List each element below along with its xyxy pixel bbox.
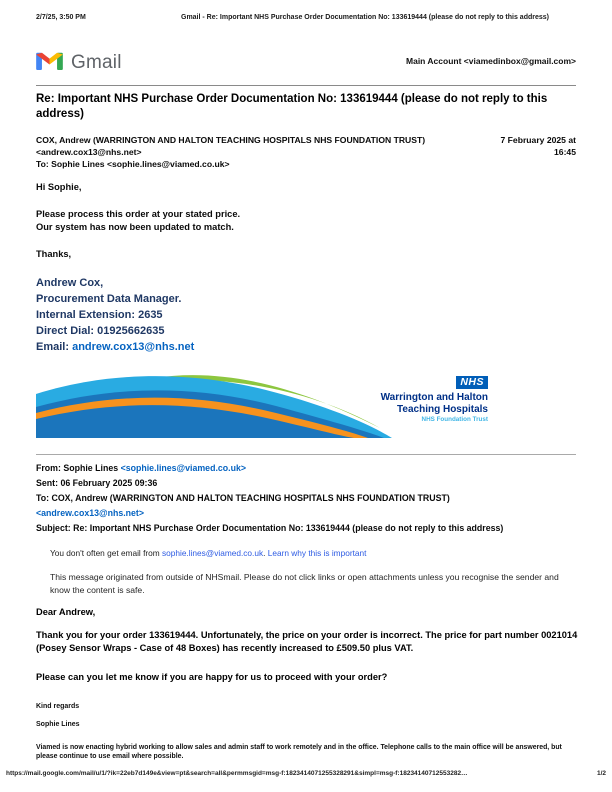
nhs-org-name bbox=[368, 392, 488, 415]
banner-email-link[interactable]: sophie.lines@viamed.co.uk bbox=[161, 548, 264, 558]
to-label: To: bbox=[36, 493, 52, 503]
body-line: Please process this order at your stated price. bbox=[36, 209, 241, 219]
signature-role: Procurement Data Manager. bbox=[36, 293, 182, 305]
email-label: Email: bbox=[36, 341, 73, 353]
quoted-signer: Sophie Lines bbox=[36, 721, 80, 728]
quoted-sent-line bbox=[36, 476, 576, 491]
quoted-from-line bbox=[36, 461, 576, 476]
body-line: Our system has now been updated to match. bbox=[36, 222, 234, 232]
sender-info bbox=[36, 134, 482, 170]
signature-name: Andrew Cox, bbox=[36, 277, 104, 289]
dial-value: 01925662635 bbox=[97, 325, 165, 337]
to-email-link[interactable]: <andrew.cox13@nhs.net> bbox=[36, 508, 144, 518]
message-date-line2: 16:45 bbox=[554, 147, 576, 157]
masthead-divider bbox=[36, 85, 576, 86]
extension-value: 2635 bbox=[138, 309, 163, 321]
signature-email bbox=[36, 341, 194, 353]
external-sender-warning: This message originated from outside of NHSmail. Please do not click links or open attachments unless you recognise the sender and know the content is safe. bbox=[50, 572, 559, 595]
print-footer-url: https://mail.google.com/mail/u/1/?ik=22eb7d149e&view=pt&search=all&permmsgid=msg-f:1823414071255328291&simpl=msg-f:18234140712553282… bbox=[6, 770, 468, 777]
nhs-logo bbox=[368, 372, 488, 423]
quoted-greeting: Dear Andrew, bbox=[36, 607, 96, 617]
sender-name: COX, Andrew (WARRINGTON AND HALTON TEACHING HOSPITALS NHS FOUNDATION TRUST) bbox=[36, 135, 426, 145]
recipient-line: To: Sophie Lines <sophie.lines@viamed.co.uk> bbox=[36, 159, 230, 169]
signature-direct-dial bbox=[36, 325, 164, 337]
gmail-m-icon bbox=[36, 50, 63, 75]
banner-separator: . bbox=[263, 548, 268, 558]
banner-text: You don't often get email from bbox=[50, 548, 162, 558]
quoted-to-line bbox=[36, 491, 576, 506]
learn-why-link[interactable]: Learn why this is important bbox=[267, 548, 367, 558]
message-date bbox=[482, 134, 576, 170]
nhs-logo-box: NHS bbox=[456, 376, 488, 389]
quoted-message-divider bbox=[36, 454, 576, 455]
print-footer-page-number: 1/2 bbox=[596, 770, 606, 777]
account-identity: Main Account <viamedinbox@gmail.com> bbox=[406, 56, 576, 66]
subject-value: Re: Important NHS Purchase Order Documentation No: 133619444 (please do not reply to this address) bbox=[73, 523, 504, 533]
subject-label: Subject: bbox=[36, 523, 74, 533]
nhs-org-line1: Warrington and Halton bbox=[380, 392, 488, 403]
closing: Thanks, bbox=[36, 249, 72, 259]
first-contact-banner bbox=[50, 548, 570, 558]
gmail-wordmark: Gmail bbox=[71, 51, 122, 73]
signature-extension bbox=[36, 309, 163, 321]
print-datetime: 2/7/25, 3:50 PM bbox=[36, 14, 86, 21]
from-label: From: bbox=[36, 463, 64, 473]
extension-label: Internal Extension: bbox=[36, 309, 139, 321]
from-name: Sophie Lines bbox=[63, 463, 121, 473]
print-footer bbox=[6, 770, 606, 777]
email-subject: Re: Important NHS Purchase Order Documentation No: 133619444 (please do not reply to this address) bbox=[36, 93, 548, 120]
quoted-regards: Kind regards bbox=[36, 703, 80, 710]
sent-value: 06 February 2025 09:36 bbox=[60, 478, 158, 488]
sender-email: <andrew.cox13@nhs.net> bbox=[36, 147, 142, 157]
quoted-subject-line bbox=[36, 521, 576, 536]
dial-label: Direct Dial: bbox=[36, 325, 98, 337]
company-disclaimer: Viamed is now enacting hybrid working to allow sales and admin staff to work remotely and in the office. Telephone calls to the main office will be answered, but please continue to use email where possible. bbox=[36, 744, 562, 760]
to-value: COX, Andrew (WARRINGTON AND HALTON TEACHING HOSPITALS NHS FOUNDATION TRUST) bbox=[51, 493, 450, 503]
signature-email-link[interactable]: andrew.cox13@nhs.net bbox=[72, 341, 195, 353]
message-header bbox=[36, 134, 576, 170]
print-title: Gmail - Re: Important NHS Purchase Order Documentation No: 133619444 (please do not reply to this address) bbox=[181, 14, 549, 21]
quoted-paragraph-question: Please can you let me know if you are happy for us to proceed with your order? bbox=[36, 672, 388, 682]
sent-label: Sent: bbox=[36, 478, 61, 488]
quoted-paragraph-price: Thank you for your order 133619444. Unfortunately, the price on your order is incorrect. The price for part number 0021014 (Posey Sensor Wraps - Case of 48 Boxes) has recently increased to £509.50 plus VAT. bbox=[36, 630, 578, 653]
from-email-link[interactable]: <sophie.lines@viamed.co.uk> bbox=[120, 463, 247, 473]
message-date-line1: 7 February 2025 at bbox=[500, 135, 576, 145]
gmail-logo bbox=[36, 50, 122, 75]
greeting: Hi Sophie, bbox=[36, 182, 82, 192]
quoted-to-email bbox=[36, 506, 576, 521]
nhs-swoosh-graphic bbox=[36, 366, 392, 443]
nhs-trust-line: NHS Foundation Trust bbox=[421, 416, 488, 423]
nhs-org-line2: Teaching Hospitals bbox=[397, 403, 488, 415]
